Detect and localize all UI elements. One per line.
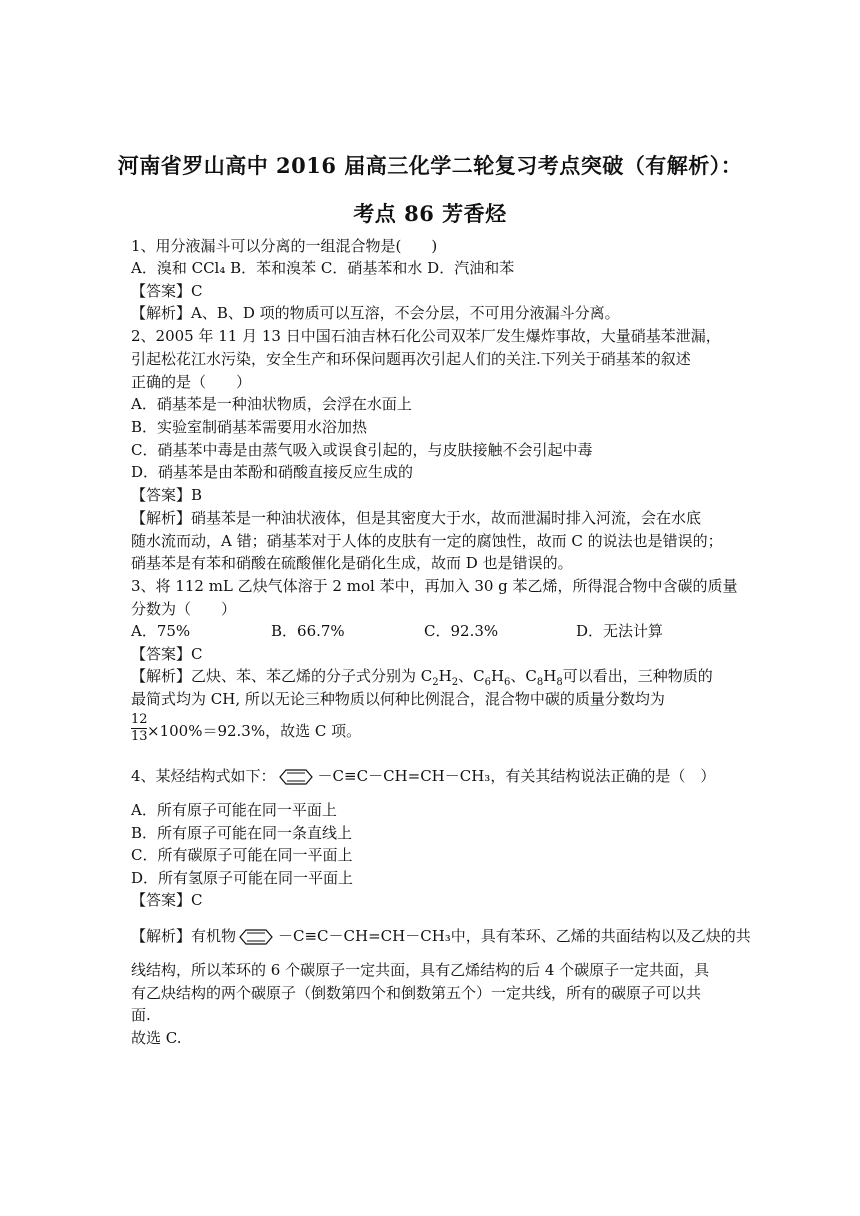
q4-conclusion: 故选 C. bbox=[131, 1029, 182, 1047]
q3-option-b: B．66.7% bbox=[271, 622, 345, 640]
q4-option-d: D．所有氢原子可能在同一平面上 bbox=[131, 869, 354, 887]
q4-analysis-suffix: －C≡C－CH=CH－CH₃中，具有苯环、乙烯的共面结构以及乙炔的共 bbox=[278, 927, 751, 945]
q4-answer: 【答案】C bbox=[131, 891, 203, 909]
benzene-ring-icon bbox=[276, 769, 316, 785]
fraction-numerator: 12 bbox=[131, 712, 148, 727]
q2-option-d: D．硝基苯是由苯酚和硝酸直接反应生成的 bbox=[131, 463, 414, 481]
q2-analysis-line2: 随水流而动，A 错；硝基苯对于人体的皮肤有一定的腐蚀性，故而 C 的说法也是错误的； bbox=[131, 532, 723, 550]
q4-stem-prefix: 4、某烃结构式如下： bbox=[131, 767, 276, 785]
q3-analysis-prefix: 【解析】乙炔、苯、苯乙烯的分子式分别为 C bbox=[131, 667, 433, 685]
q2-analysis-line1: 【解析】硝基苯是一种油状液体，但是其密度大于水，故而泄漏时排入河流，会在水底 bbox=[131, 509, 702, 527]
doc-title-line2: 考点 86 芳香烃 bbox=[353, 201, 507, 226]
q2-answer: 【答案】B bbox=[131, 486, 203, 504]
q4-analysis-line3: 有乙炔结构的两个碳原子（倒数第四个和倒数第五个）一定共线，所有的碳原子可以共 bbox=[131, 984, 702, 1002]
q4-analysis-line4: 面. bbox=[131, 1006, 151, 1024]
q2-option-c: C．硝基苯中毒是由蒸气吸入或误食引起的，与皮肤接触不会引起中毒 bbox=[131, 441, 593, 459]
q1-options: A．溴和 CCl₄ B．苯和溴苯 C．硝基苯和水 D．汽油和苯 bbox=[131, 259, 515, 277]
q4-stem bbox=[131, 766, 715, 786]
q4-analysis-line2: 线结构，所以苯环的 6 个碳原子一定共面，具有乙烯结构的后 4 个碳原子一定共面，具 bbox=[131, 961, 710, 979]
q4-stem-suffix: －C≡C－CH=CH－CH₃，有关其结构说法正确的是（ ） bbox=[317, 767, 716, 785]
q4-option-b: B．所有原子可能在同一条直线上 bbox=[131, 824, 353, 842]
q3-option-a: A．75% bbox=[131, 622, 191, 640]
q3-analysis-suffix: 可以看出，三种物质的 bbox=[562, 667, 713, 685]
q1-stem: 1、用分液漏斗可以分离的一组混合物是( ) bbox=[131, 237, 438, 255]
q2-option-a: A．硝基苯是一种油状物质，会浮在水面上 bbox=[131, 395, 412, 413]
q2-option-b: B．实验室制硝基苯需要用水浴加热 bbox=[131, 418, 368, 436]
q3-analysis-line2: 最简式均为 CH, 所以无论三种物质以何种比例混合，混合物中碳的质量分数均为 bbox=[131, 690, 665, 708]
q4-option-c: C．所有碳原子可能在同一平面上 bbox=[131, 846, 353, 864]
q3-option-c: C．92.3% bbox=[424, 622, 499, 640]
q2-analysis-line3: 硝基苯是有苯和硝酸在硫酸催化是硝化生成，故而 D 也是错误的。 bbox=[131, 554, 573, 572]
fraction-denominator: 13 bbox=[131, 729, 148, 744]
q2-stem-line3: 正确的是（ ） bbox=[131, 373, 252, 391]
benzene-ring-icon bbox=[236, 929, 276, 945]
q4-analysis-line1 bbox=[131, 926, 751, 946]
q3-analysis-line1: 【解析】乙炔、苯、苯乙烯的分子式分别为 $C_2H_2$、$C_6H_6$、$C_8H_8$可以看出，三种物质的 bbox=[131, 667, 713, 688]
q3-option-d: D．无法计算 bbox=[576, 622, 664, 640]
q1-analysis: 【解析】A、B、D 项的物质可以互溶，不会分层，不可用分液漏斗分离。 bbox=[131, 304, 620, 322]
q2-stem-line1: 2、2005 年 11 月 13 日中国石油吉林石化公司双苯厂发生爆炸事故，大量硝基苯泄漏， bbox=[131, 327, 721, 345]
doc-title-line1: 河南省罗山高中 2016 届高三化学二轮复习考点突破（有解析）： bbox=[117, 153, 743, 178]
q3-stem-line2: 分数为（ ） bbox=[131, 600, 237, 618]
q3-analysis-line3: ×100%＝92.3%，故选 C 项。 bbox=[147, 722, 362, 740]
q3-stem-line1: 3、将 112 mL 乙炔气体溶于 2 mol 苯中，再加入 30 g 苯乙烯，所得混合物中含碳的质量 bbox=[131, 577, 738, 595]
q1-answer: 【答案】C bbox=[131, 282, 203, 300]
q2-stem-line2: 引起松花江水污染，安全生产和环保问题再次引起人们的关注.下列关于硝基苯的叙述 bbox=[131, 350, 691, 368]
q3-answer: 【答案】C bbox=[131, 645, 203, 663]
q4-option-a: A．所有原子可能在同一平面上 bbox=[131, 801, 337, 819]
q4-analysis-prefix: 【解析】有机物 bbox=[131, 927, 237, 945]
fraction-12-13 bbox=[131, 712, 147, 745]
